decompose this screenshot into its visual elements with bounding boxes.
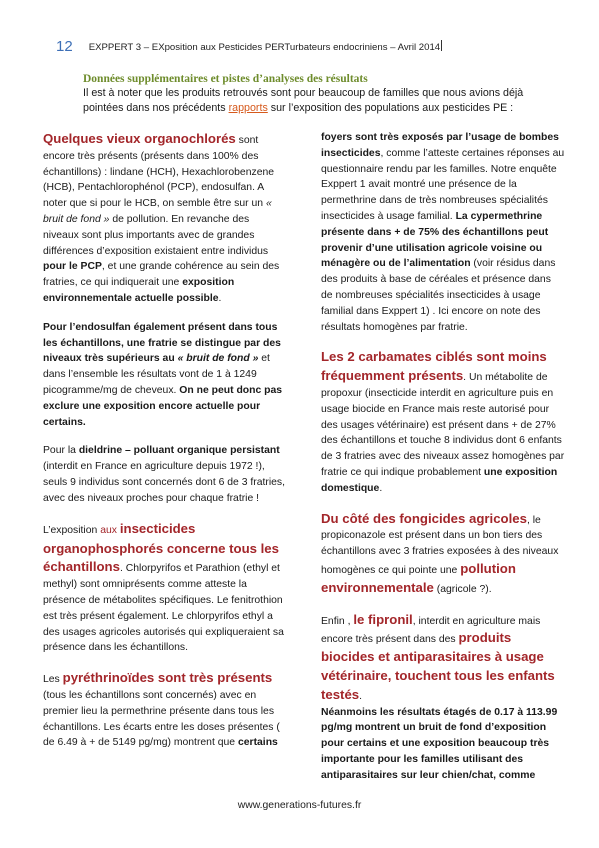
fongicides-heading: Du côté des fongicides agricoles <box>321 510 527 526</box>
fipronil-paragraph: Enfin , le fipronil, interdit en agriculture mais encore très présent dans des produits biocides et antiparasitaires à usage vétérinaire, touchent tous les enfants testés. Néanmoins les résultats étagés de 0.17 à 113.99 pg/mg montrent un bruit de fond d’exposition pour certains et une exposition beaucoup très importante pour les familles utilisant des antiparasitaires sur leur chien/chat, comme <box>321 611 558 781</box>
header-title: EXPPERT 3 – EXposition aux Pesticides PERTurbateurs endocriniens – Avril 2014 <box>88 42 441 53</box>
organochlores-heading: Quelques vieux organochlorés <box>43 131 236 146</box>
left-column <box>43 130 287 764</box>
carbamates-heading: Les 2 carbamates ciblés sont moins fréquemment présents <box>321 349 547 384</box>
intro-paragraph: Il est à noter que les produits retrouvés sont pour beaucoup de familles que nous avions déjà pointées dans nos précédents rapports sur l’exposition des populations aux pesticides PE : <box>83 87 524 114</box>
right-column <box>321 130 565 796</box>
dieldrine-paragraph: Pour la dieldrine – polluant organique persistant (interdit en France en agriculture depuis 1972 !), seuls 9 individus sont concernés dont 6 de 3 fratries, avec des niveaux proches pour chaque fratrie ! <box>43 445 286 504</box>
text-cursor <box>441 40 442 51</box>
page-number: 12 <box>56 38 73 55</box>
rapports-link[interactable]: rapports <box>228 102 268 114</box>
organophosphores-heading: aux insecticides organophosphorés concerne tous les échantillons <box>43 520 279 575</box>
pollution-heading: pollution environnementale <box>321 560 516 595</box>
carbamates-paragraph: Les 2 carbamates ciblés sont moins fréquemment présents. Un métabolite de propoxur (insecticide interdit en agriculture puis en usage biocide en France mais reste autorisé pour des usages vétérinaire) est présent dans + de 27% des échantillons et touche 8 individus dont 6 enfants de 3 fratries avec des niveaux assez homogènes par fratrie ce qui indique probablement une exposition domestique. <box>321 349 565 494</box>
biocides-heading: produits biocides et antiparasitaires à usage vétérinaire, touchent tous les enfants testés <box>321 630 555 702</box>
endosulfan-paragraph: Pour l’endosulfan également présent dans tous les échantillons, une fratrie se distingue par des niveaux très supérieurs au « bruit de fond » et dans l’ensemble les résultats vont de 1 à 1249 picogramme/mg de cheveux. On ne peut donc pas exclure une exposition encore actuelle pour certains. <box>43 321 283 428</box>
footer-url: www.generations-futures.fr <box>237 800 362 811</box>
page-header <box>56 40 556 58</box>
organophosphores-paragraph: L’exposition aux insecticides organophosphorés concerne tous les échantillons. Chlorpyrifos et Parathion (ethyl et methyl) sont omniprésents comme atteste la présence de métabolites spécifiques. Le fenitrothion est très présent également. Le chlorpyrifos ethyl a des usages agricoles autorisés qui expliqueraient sa présence dans les échantillons. <box>43 520 284 654</box>
organochlores-paragraph: Quelques vieux organochlorés sont encore très présents (présents dans 100% des échantillons) : lindane (HCH), Hexachlorobenzene (HCB), Pentachlorophénol (PCP), endosulfan. A noter que si pour le HCB, on semble être sur un « bruit de fond » de pollution. En revanche des niveaux sont plus importants avec de grandes différences d’exposition existaient entre individus pour le PCP, et une grande cohérence au sein des fratries, ce qui indiquerait une exposition environnementale actuelle possible. <box>43 131 280 304</box>
section-title: Données supplémentaires et pistes d’analyses des résultats <box>83 73 368 85</box>
foyers-paragraph: foyers sont très exposés par l’usage de bombes insecticides, comme l’atteste certaines réponses au questionnaire rendu par les familles. Notre enquête Exppert 1 avait montré une présence de la permethrine dans de très nombreuses spécialités insecticides à usage familial. La cypermethrine présente dans + de 75% des échantillons peut provenir d’une utilisation agricole voisine ou ménagère ou de l’alimentation (voir résidus dans des produits à base de céréales et présence dans de nombreuses spécialités insecticides à usage familial dans Exppert 1) . Ici encore on note des résultats homogènes par fratrie. <box>321 132 565 333</box>
pyrethrinoides-paragraph: Les pyréthrinoïdes sont très présents (tous les échantillons sont concernés) avec en premier lieu la permethrine présente dans tous les échantillons. Les écarts entre les doses présentes ( de 6.49 à + de 5149 pg/mg) montrent que certains <box>43 670 280 749</box>
pyrethrinoides-heading: pyréthrinoïdes sont très présents <box>62 670 273 686</box>
fipronil-heading: le fipronil <box>353 611 413 627</box>
fongicides-paragraph: Du côté des fongicides agricoles, le propiconazole est présent dans un bon tiers des échantillons avec 3 fratries exposées à des niveaux homogènes ce qui pointe une pollution environnementale (agricole ?). <box>321 510 559 595</box>
